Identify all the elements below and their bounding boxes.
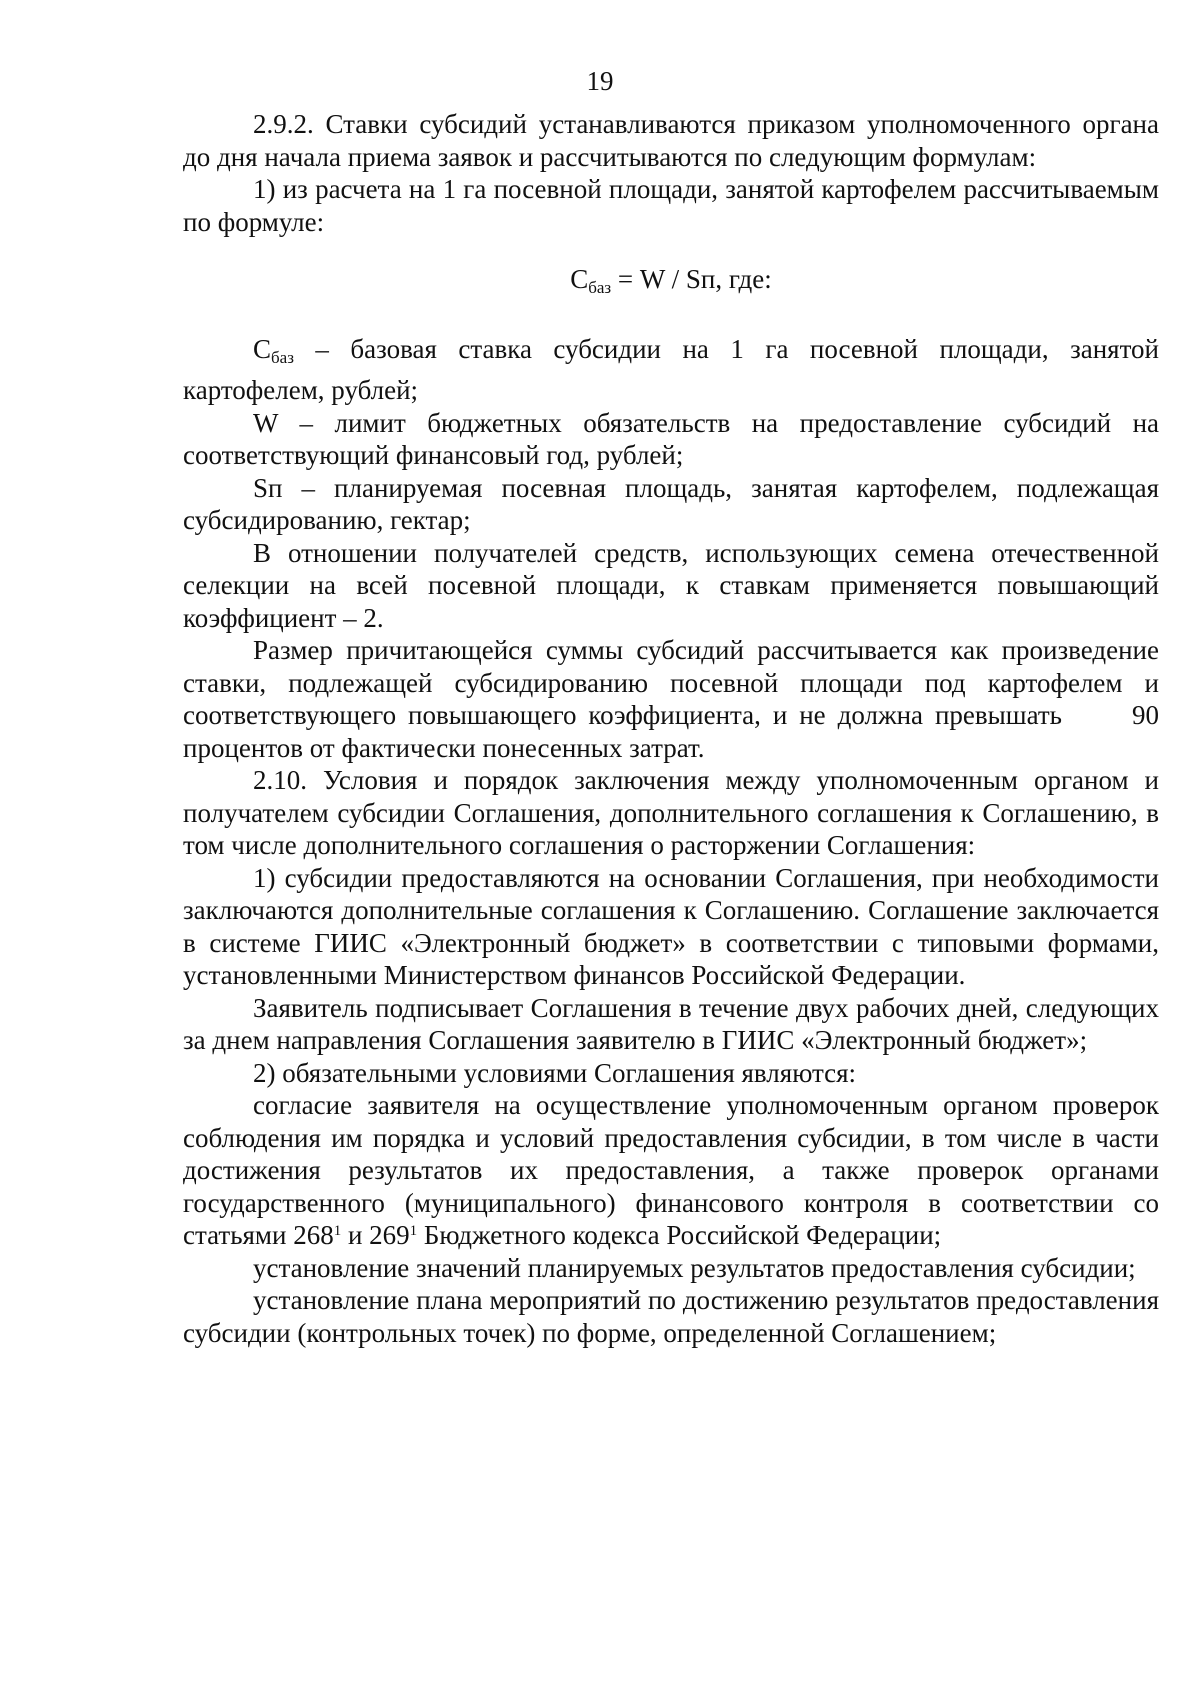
paragraph-subsidy-size-limit: 90 процентов от фактически понесенных затрат. [183,700,1159,763]
superscript-1: 1 [333,1223,342,1239]
paragraph-agreement-basis: 1) субсидии предоставляются на основании Соглашения, при необходимости заключаются дополнительные соглашения к Соглашению. Соглашение заключается в системе ГИИС «Электронный бюджет» в соответствии с типовыми формами, установленными Министерством финансов Российской Федерации. [183,862,1159,990]
paragraph-subsidy-size [183,634,1159,764]
definition-w: W – лимит бюджетных обязательств на предоставление субсидий на соответствующий финансовый год, рублей; [183,407,1159,470]
paragraph-action-plan: установление плана мероприятий по достижению результатов предоставления субсидии (контрольных точек) по форме, определенной Соглашением; [183,1285,1159,1348]
definition-cbaz-text: – базовая ставка субсидии на 1 га посевной площади, занятой картофелем, рублей; [183,333,1159,405]
definition-cbaz-subscript: баз [271,347,294,367]
formula [183,263,1159,305]
paragraph-mandatory-conditions: 2) обязательными условиями Соглашения являются: [253,1057,857,1088]
definition-cbaz [183,333,1159,407]
definition-cbaz-symbol: С [253,333,272,364]
document-body [183,108,1159,1349]
formula-symbol-subscript: баз [588,278,612,297]
page-number: 19 [586,66,614,96]
formula-expression: = W / Sп, где: [611,264,772,294]
paragraph-consent [183,1089,1159,1252]
paragraph-formula-intro: 1) из расчета на 1 га посевной площади, занятой картофелем рассчитываемым по формуле: [183,174,1159,237]
paragraph-consent-and: и 269 [341,1220,410,1250]
paragraph-subsidy-size-text: Размер причитающейся суммы субсидий рассчитывается как произведение ставки, подлежащей субсидированию посевной площади под картофелем и соответствующего повышающего коэффициента, и не должна превышать [183,635,1159,730]
superscript-2: 1 [409,1223,418,1239]
paragraph-applicant-signs: Заявитель подписывает Соглашения в течение двух рабочих дней, следующих за днем направления Соглашения заявителю в ГИИС «Электронный бюджет»; [183,992,1159,1055]
paragraph-planned-results: установление значений планируемых результатов предоставления субсидии; [253,1252,1136,1283]
formula-symbol: С [570,264,589,294]
paragraph-coefficient: В отношении получателей средств, использующих семена отечественной селекции на всей посевной площади, к ставкам применяется повышающий коэффициент – 2. [183,537,1159,633]
paragraph-2-9-2: 2.9.2. Ставки субсидий устанавливаются приказом уполномоченного органа до дня начала приема заявок и рассчитываются по следующим формулам: [183,109,1159,172]
paragraph-2-10: 2.10. Условия и порядок заключения между уполномоченным органом и получателем субсидии Соглашения, дополнительного соглашения к Соглашению, в том числе дополнительного соглашения о расторжении Соглашения: [183,765,1159,860]
definition-sp: Sп – планируемая посевная площадь, занятая картофелем, подлежащая субсидированию, гектар; [183,472,1159,535]
paragraph-consent-end: Бюджетного кодекса Российской Федерации; [417,1220,942,1250]
paragraph-consent-text: согласие заявителя на осуществление уполномоченным органом проверок соблюдения им порядка и условий предоставления субсидии, в том числе в части достижения результатов их предоставления, а также проверок органами государственного (муниципального) финансового контроля в соответствии со статьями 268 [183,1090,1159,1250]
